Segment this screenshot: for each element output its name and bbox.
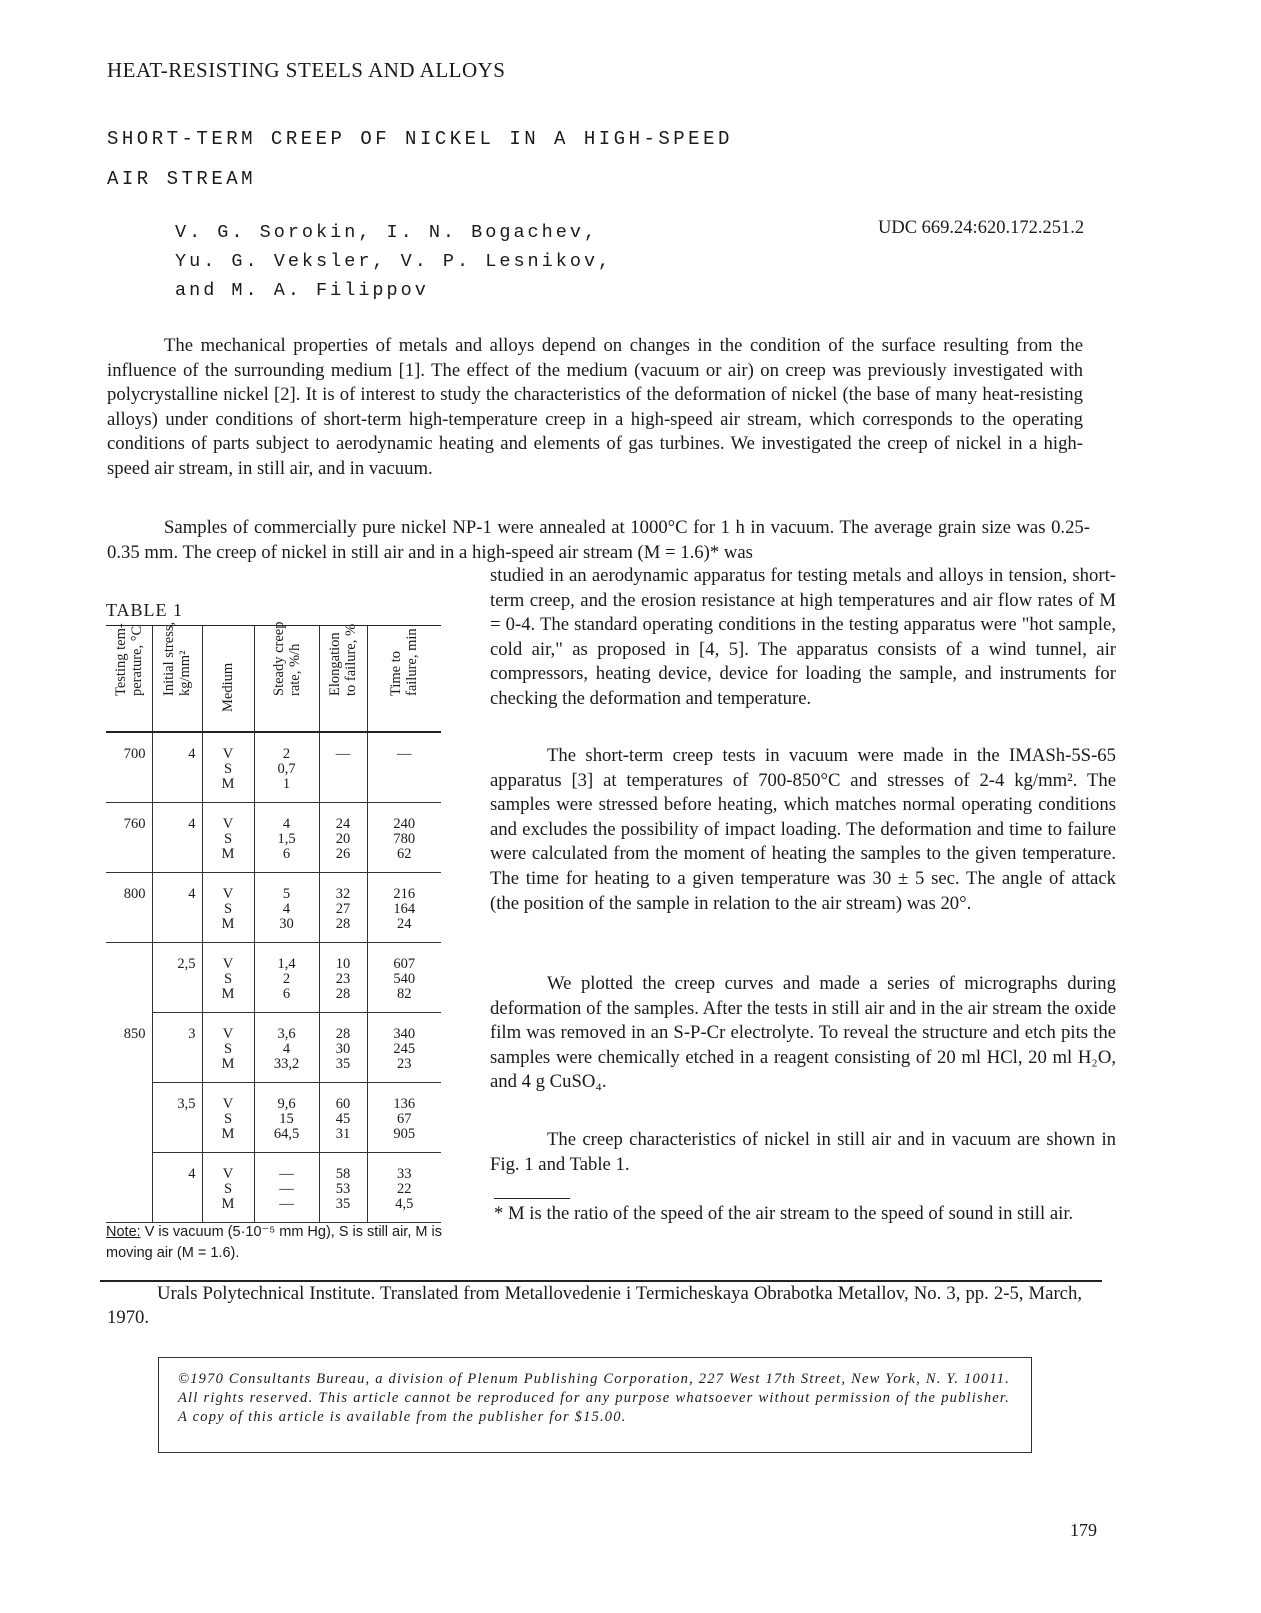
header-line: Time to [388, 651, 405, 696]
cell-value: 3,6 4 33,2 [273, 1026, 300, 1072]
cell-value: 3 [188, 1026, 196, 1042]
cell-value: 4 [188, 886, 196, 902]
cell-temperature [106, 943, 152, 1013]
cell-time-to-failure [367, 943, 441, 1013]
cell-value: V S M [221, 746, 235, 792]
cell-creep-rate [254, 943, 319, 1013]
cell-creep-rate [254, 1013, 319, 1083]
cell-stress [152, 732, 202, 803]
table-row [106, 1153, 441, 1223]
cell-value: V S M [221, 886, 235, 932]
header-line: Testing tem- [112, 623, 129, 696]
paragraph-1: The mechanical properties of metals and alloys depend on changes in the condition of the surface resulting from the influence of the surrounding medium [1]. The effect of the medium (vacuum or air) on creep was previously investigated with polycrystalline nickel [2]. It is of interest to study the characteristics of the deformation of nickel (the base of many heat-resisting alloys) under conditions of short-term high-temperature creep in a high-speed air stream, which corresponds to the operating conditions of parts subject to aerodynamic heating and elements of gas turbines. We investigated the creep of nickel in a high-speed air stream, in still air, and in vacuum. [107, 335, 1083, 479]
header-time-to-failure-text [388, 628, 420, 696]
table-header-row [106, 626, 441, 733]
cell-value: 136 67 905 [393, 1096, 416, 1142]
article-title-line-2: AIR STREAM [107, 168, 257, 190]
cell-temperature [106, 873, 152, 943]
header-medium [202, 626, 254, 733]
header-elongation-text [327, 624, 359, 696]
table-row [106, 943, 441, 1013]
table-note-label: Note: [106, 1224, 141, 1240]
cell-time-to-failure [367, 803, 441, 873]
header-temperature [106, 623, 152, 733]
header-medium-text [220, 663, 236, 712]
header-creep-rate-text [271, 622, 303, 696]
header-line: Initial stress, [161, 621, 177, 696]
cell-stress [152, 943, 202, 1013]
header-elongation [319, 623, 367, 733]
authors-line-1: V. G. Sorokin, I. N. Bogachev, [175, 222, 599, 243]
cell-value: V S M [221, 1166, 235, 1212]
footnote-rule [494, 1198, 570, 1199]
cell-value: — — — [279, 1166, 294, 1212]
affiliation: Urals Polytechnical Institute. Translated from Metallovedenie i Termicheskaya Obrabotka Metallov, No. 3, pp. 2-5, March, 1970. [107, 1283, 1082, 1328]
header-temperature-text [113, 623, 145, 696]
cell-value [106, 943, 146, 967]
cell-time-to-failure [367, 1083, 441, 1153]
cell-value: V S M [221, 816, 235, 862]
paragraph-3: The short-term creep tests in vacuum were made in the IMASh-5S-65 apparatus [3] at temperatures of 700-850°C and stresses of 2-4 kg/mm². The samples were stressed before heating, which matches normal operating conditions and excludes the possibility of impact loading. The deformation and time to failure were calculated from the moment of heating the samples to the given temperature. The time for heating to a given temperature was 30 ± 5 sec. The angle of attack (the position of the sample in relation to the air stream) was 20°. [490, 745, 1116, 914]
header-line: failure, min [404, 628, 421, 696]
cell-temperature [106, 1083, 152, 1153]
cell-temperature [106, 732, 152, 803]
paragraph-4: We plotted the creep curves and made a series of micrographs during deformation of the samples. After the tests in still air and in the air stream the oxide film was removed in an S-P-Cr electrolyte. To reveal the structure and etch pits the samples were chemically etched in a reagent consisting of 20 ml HCl, 20 ml H₂O, and 4 g CuSO₄. [490, 973, 1116, 1093]
cell-medium [202, 1153, 254, 1223]
header-line: to failure, % [343, 623, 359, 696]
cell-time-to-failure [367, 732, 441, 803]
table-row [106, 732, 441, 803]
cell-value: 2 0,7 1 [277, 746, 296, 792]
cell-elongation [319, 1013, 367, 1083]
paragraph-5: The creep characteristics of nickel in still air and in vacuum are shown in Fig. 1 and Table 1. [490, 1129, 1116, 1175]
cell-value [106, 1083, 146, 1107]
cell-value: 800 [123, 886, 146, 902]
header-stress-text [161, 622, 193, 696]
cell-value: 33 22 4,5 [395, 1166, 414, 1212]
header-line: Steady creep [270, 621, 287, 696]
header-line: kg/mm² [177, 650, 193, 696]
cell-value: 2,5 [177, 956, 196, 972]
cell-creep-rate [254, 1153, 319, 1223]
cell-value: 3,5 [177, 1096, 196, 1112]
cell-value: 4 [188, 1166, 196, 1182]
cell-value: 340 245 23 [393, 1026, 416, 1072]
table-note-text: V is vacuum (5·10⁻⁵ mm Hg), S is still air, M is moving air (M = 1.6). [106, 1224, 442, 1261]
cell-elongation [319, 873, 367, 943]
cell-elongation [319, 732, 367, 803]
header-time-to-failure [367, 626, 441, 733]
table-row [106, 1083, 441, 1153]
cell-value: 760 [123, 816, 146, 832]
cell-temperature [106, 803, 152, 873]
cell-value: 58 53 35 [335, 1166, 351, 1212]
cell-creep-rate [254, 732, 319, 803]
cell-value: 24 20 26 [335, 816, 351, 862]
table-note [106, 1222, 446, 1264]
header-creep-rate [254, 621, 319, 733]
cell-value: — [397, 746, 412, 762]
table-caption: TABLE 1 [106, 600, 184, 620]
authors [175, 218, 612, 305]
header-line: Elongation [327, 632, 343, 696]
page-number: 179 [1070, 1520, 1097, 1540]
cell-value: 700 [123, 746, 146, 762]
cell-value: 28 30 35 [335, 1026, 351, 1072]
table-row [106, 803, 441, 873]
cell-value: V S M [221, 1096, 235, 1142]
cell-medium [202, 803, 254, 873]
authors-line-2: Yu. G. Veksler, V. P. Lesnikov, [175, 251, 613, 272]
paragraph-2: Samples of commercially pure nickel NP-1 were annealed at 1000°C for 1 h in vacuum. The average grain size was 0.25-0.35 mm. The creep of nickel in still air and in a high-speed air stream (M = 1.6)* was [107, 517, 1090, 563]
cell-value: 216 164 24 [393, 886, 416, 932]
header-line: rate, %/h [286, 643, 303, 696]
cell-value: V S M [221, 1026, 235, 1072]
header-line: Medium [220, 662, 236, 712]
footnote: * M is the ratio of the speed of the air stream to the speed of sound in still air. [494, 1203, 1074, 1224]
cell-creep-rate [254, 873, 319, 943]
cell-time-to-failure [367, 1153, 441, 1223]
authors-line-3: and M. A. Filippov [175, 280, 429, 301]
cell-creep-rate [254, 1083, 319, 1153]
cell-time-to-failure [367, 873, 441, 943]
cell-value: 32 27 28 [335, 886, 351, 932]
cell-elongation [319, 943, 367, 1013]
cell-value: 240 780 62 [393, 816, 416, 862]
cell-elongation [319, 1153, 367, 1223]
cell-value: 1,4 2 6 [277, 956, 296, 1002]
table-row [106, 1013, 441, 1083]
cell-value: 4 [188, 746, 196, 762]
cell-value: 9,6 15 64,5 [273, 1096, 300, 1142]
paragraph-2-continued: studied in an aerodynamic apparatus for testing metals and alloys in tension, short-term creep, and the erosion resistance at high temperatures and air flow rates of M = 0-4. The standard operating conditions in the testing apparatus were "hot sample, cold air," as proposed in [4, 5]. The apparatus consists of a wind tunnel, air compressors, heating device, device for loading the sample, and instruments for checking the deformation and temperature. [490, 565, 1116, 709]
section-heading: HEAT-RESISTING STEELS AND ALLOYS [107, 58, 506, 82]
cell-time-to-failure [367, 1013, 441, 1083]
cell-value: 60 45 31 [335, 1096, 351, 1142]
table-row [106, 873, 441, 943]
cell-temperature [106, 1153, 152, 1223]
cell-value: V S M [221, 956, 235, 1002]
header-stress [152, 621, 202, 733]
cell-value: 607 540 82 [393, 956, 416, 1002]
cell-stress [152, 873, 202, 943]
cell-temperature [106, 1013, 152, 1083]
creep-table [106, 621, 441, 1223]
article-title-line-1: SHORT-TERM CREEP OF NICKEL IN A HIGH-SPEED [107, 128, 733, 150]
cell-medium [202, 1013, 254, 1083]
cell-medium [202, 1083, 254, 1153]
cell-value: 10 23 28 [335, 956, 351, 1002]
cell-value: 4 [188, 816, 196, 832]
cell-medium [202, 732, 254, 803]
header-line: perature, °C [128, 625, 145, 696]
cell-elongation [319, 803, 367, 873]
table-body [106, 732, 441, 1223]
cell-stress [152, 1153, 202, 1223]
cell-value: 850 [123, 1025, 146, 1042]
cell-creep-rate [254, 803, 319, 873]
cell-stress [152, 1083, 202, 1153]
cell-stress [152, 1013, 202, 1083]
cell-medium [202, 943, 254, 1013]
cell-elongation [319, 1083, 367, 1153]
cell-medium [202, 873, 254, 943]
cell-value: 5 4 30 [279, 886, 294, 932]
udc-code: UDC 669.24:620.172.251.2 [878, 218, 1085, 238]
cell-value: 4 1,5 6 [277, 816, 296, 862]
cell-stress [152, 803, 202, 873]
copyright-notice: ©1970 Consultants Bureau, a division of Plenum Publishing Corporation, 227 West 17th Street, New York, N. Y. 10011. All rights reserved. This article cannot be reproduced for any purpose whatsoever without permission of the publisher. A copy of this article is available from the publisher for $15.00. [178, 1371, 1010, 1425]
cell-value: — [335, 746, 351, 762]
cell-value [106, 1153, 146, 1177]
